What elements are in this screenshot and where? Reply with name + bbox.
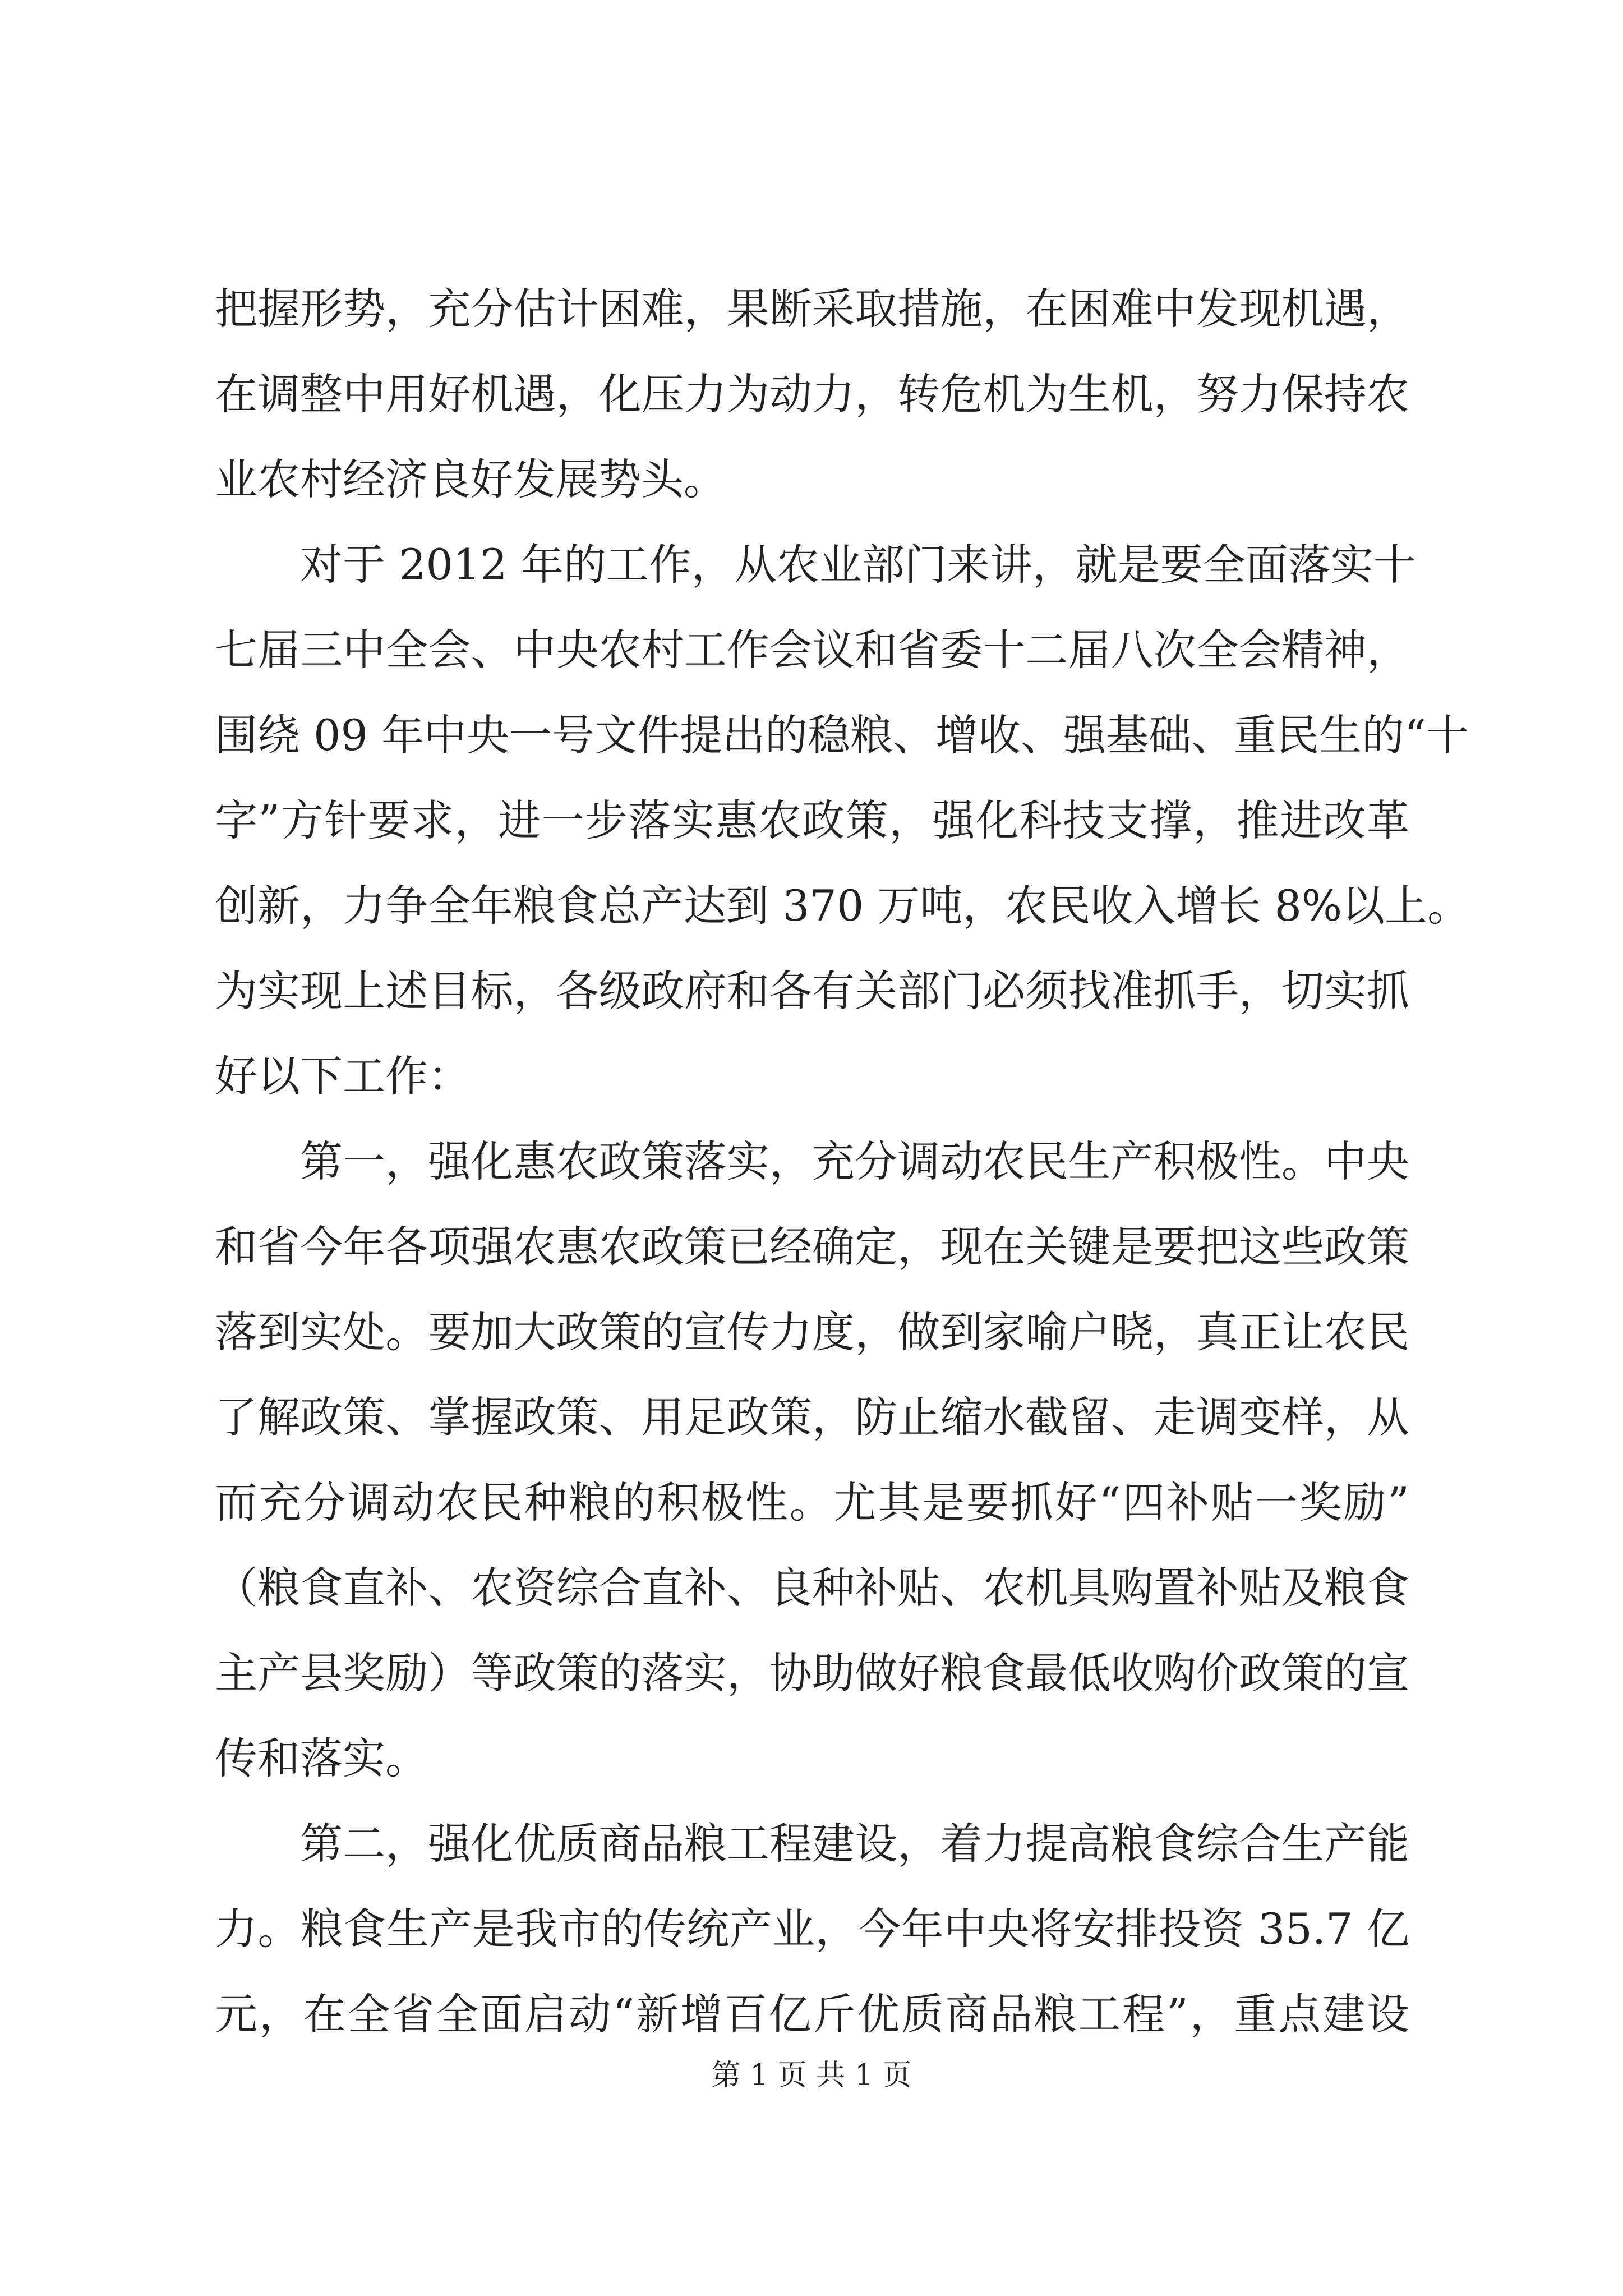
text-line-4: 对于 2012 年的工作，从农业部门来讲，就是要全面落实十	[300, 540, 1416, 590]
text-line-1: 把握形势，充分估计困难，果断采取措施，在困难中发现机遇，	[215, 284, 1409, 334]
text-line-17: 主产县奖励）等政策的落实，协助做好粮食最低收购价政策的宣	[215, 1648, 1409, 1698]
text-line-20: 力。粮食生产是我市的传统产业，今年中央将安排投资 35.7 亿	[215, 1904, 1409, 1954]
text-line-12: 和省今年各项强农惠农政策已经确定，现在关键是要把这些政策	[215, 1222, 1409, 1272]
text-line-5: 七届三中全会、中央农村工作会议和省委十二届八次全会精神，	[215, 625, 1409, 675]
text-line-6: 围绕 09 年中央一号文件提出的稳粮、增收、强基础、重民生的“十	[215, 710, 1469, 760]
text-line-21: 元，在全省全面启动“新增百亿斤优质商品粮工程”，重点建设	[215, 1989, 1409, 2039]
text-line-14: 了解政策、掌握政策、用足政策，防止缩水截留、走调变样，从	[215, 1392, 1409, 1442]
text-line-8: 创新，力争全年粮食总产达到 370 万吨，农民收入增长 8%以上。	[215, 881, 1470, 931]
text-line-16: （粮食直补、农资综合直补、良种补贴、农机具购置补贴及粮食	[215, 1563, 1409, 1613]
text-line-2: 在调整中用好机遇，化压力为动力，转危机为生机，努力保持农	[215, 369, 1409, 419]
text-line-19: 第二，强化优质商品粮工程建设，着力提高粮食综合生产能	[300, 1819, 1409, 1869]
text-line-18: 传和落实。	[215, 1733, 428, 1783]
text-line-11: 第一，强化惠农政策落实，充分调动农民生产积极性。中央	[300, 1137, 1409, 1186]
page-footer: 第 1 页 共 1 页	[711, 2059, 912, 2092]
text-line-3: 业农村经济良好发展势头。	[215, 454, 726, 504]
text-line-13: 落到实处。要加大政策的宣传力度，做到家喻户晓，真正让农民	[215, 1307, 1409, 1357]
text-line-10: 好以下工作：	[215, 1051, 471, 1101]
text-line-15: 而充分调动农民种粮的积极性。尤其是要抓好“四补贴一奖励”	[215, 1478, 1409, 1527]
text-line-9: 为实现上述目标，各级政府和各有关部门必须找准抓手，切实抓	[215, 966, 1409, 1016]
text-line-7: 字”方针要求，进一步落实惠农政策，强化科技支撑，推进改革	[215, 795, 1409, 845]
